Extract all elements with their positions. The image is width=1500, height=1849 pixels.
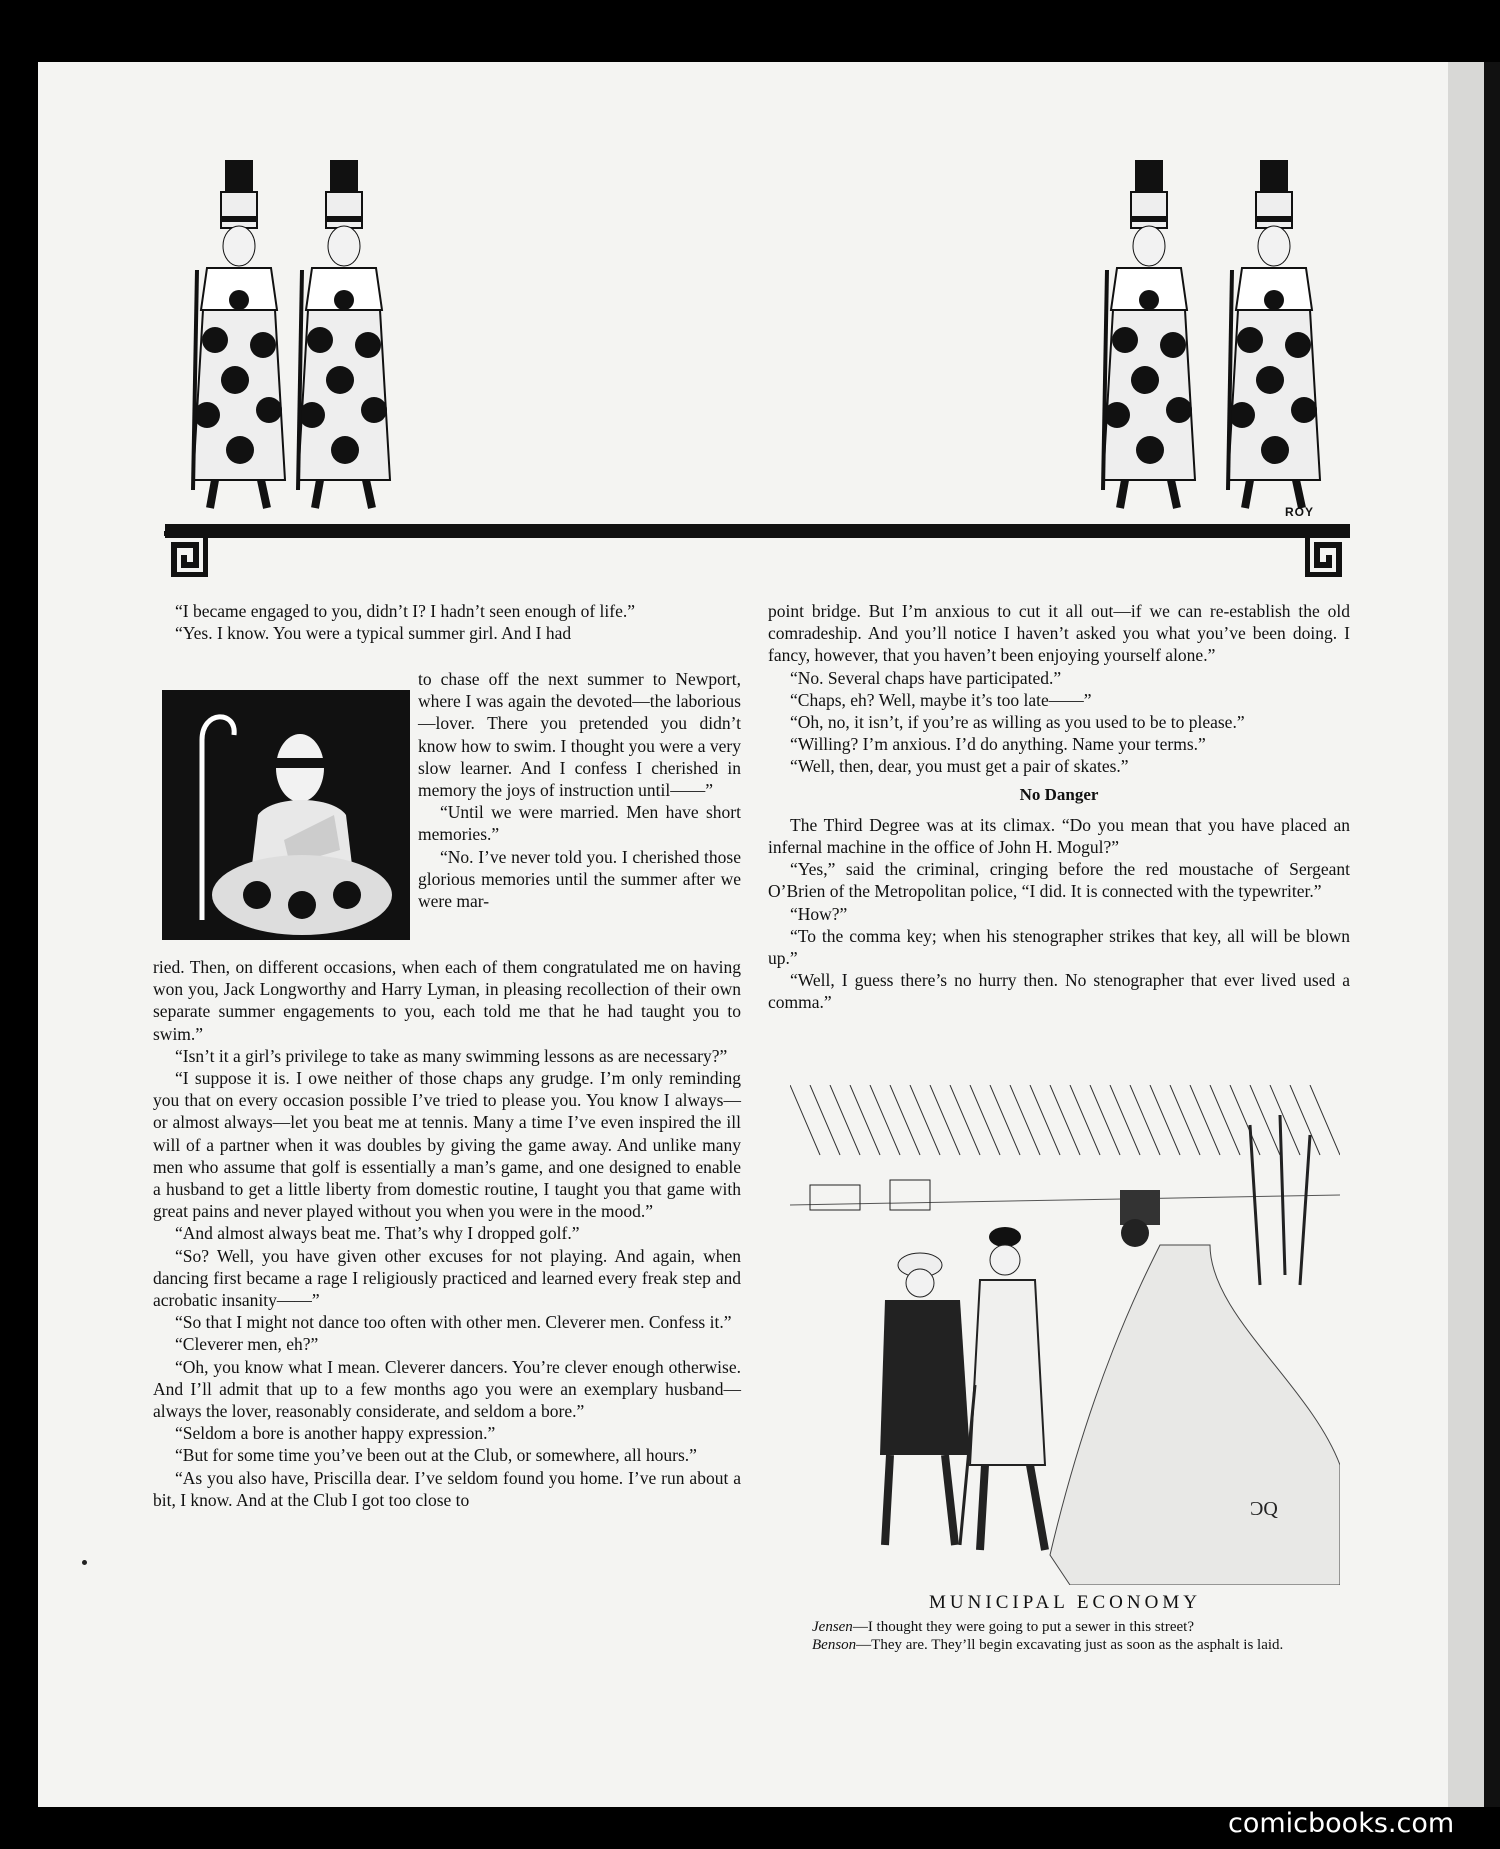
paragraph: “But for some time you’ve been out at the Club, or somewhere, all hours.” xyxy=(175,1445,697,1466)
paragraph: “Oh, no, it isn’t, if you’re as willing as you used to be to please.” xyxy=(790,712,1245,733)
paragraph: “Well, then, dear, you must get a pair of skates.” xyxy=(790,756,1129,777)
stray-mark xyxy=(82,1560,87,1565)
paragraph: “To the comma key; when his stenographer strikes that key, all will be blown up.” xyxy=(768,925,1350,969)
paragraph: point bridge. But I’m anxious to cut it all out—if we can re-establish the old comradeship. And you’ll notice I haven’t asked you what you’ve been doing. I fancy, however, that you haven’t been enjoying yourself alone.” xyxy=(768,601,1350,666)
clown-figure xyxy=(1220,160,1328,520)
paragraph: “Chaps, eh? Well, maybe it’s too late——” xyxy=(790,689,1092,710)
paragraph: “Well, I guess there’s no hurry then. No stenographer that ever lived used a comma.” xyxy=(768,970,1350,1013)
paragraph: “And almost always beat me. That’s why I dropped golf.” xyxy=(175,1223,580,1244)
meander-ornament-left xyxy=(162,531,208,577)
paragraph: to chase off the next summer to Newport, where I was again the devoted—the laborious—lover. There you pretended you didn’t know how to swim. I thought you were a very slow learner. And I confess I cherished in memory the joys of instruction until——” xyxy=(418,669,741,801)
paragraph: “So that I might not dance too often with other men. Cleverer men. Confess it.” xyxy=(175,1312,732,1333)
banner-bar xyxy=(165,524,1350,538)
meander-ornament-right xyxy=(1305,531,1351,577)
paragraph: “Isn’t it a girl’s privilege to take as many swimming lessons as are necessary?” xyxy=(175,1045,728,1066)
artist-signature: ROY xyxy=(1285,505,1315,519)
lady-with-crook-illustration xyxy=(162,690,410,940)
caption-line: —I thought they were going to put a sewer in this street? xyxy=(852,1619,1194,1635)
paragraph: “Willing? I’m anxious. I’d do anything. Name your terms.” xyxy=(790,734,1206,755)
paragraph: “Until we were married. Men have short memories.” xyxy=(418,802,741,845)
cartoonist-monogram: ƆQ xyxy=(1250,1498,1278,1520)
paragraph: “I became engaged to you, didn’t I? I hadn’t seen enough of life.” xyxy=(175,601,636,621)
cartoon-caption xyxy=(790,1618,1340,1654)
clown-figure xyxy=(1095,160,1203,520)
section-title: No Danger xyxy=(1019,784,1099,804)
paragraph: The Third Degree was at its climax. “Do you mean that you have placed an infernal machine in the office of John H. Mogul?” xyxy=(768,814,1350,858)
watermark: comicbooks.com xyxy=(1228,1808,1455,1839)
paragraph: “Cleverer men, eh?” xyxy=(175,1334,319,1355)
paragraph: “Seldom a bore is another happy expression.” xyxy=(175,1423,496,1444)
paragraph: “Yes,” said the criminal, cringing before the red moustache of Sergeant O’Brien of the Metropolitan police, “I did. It is connected with the typewriter.” xyxy=(768,859,1350,902)
clown-figure xyxy=(290,160,398,520)
paragraph: “No. Several chaps have participated.” xyxy=(790,667,1062,688)
paragraph: “Yes. I know. You were a typical summer girl. And I had xyxy=(175,623,572,644)
page-edge xyxy=(1484,62,1500,1807)
paragraph: “How?” xyxy=(790,903,848,924)
cartoon-title: MUNICIPAL ECONOMY xyxy=(929,1592,1201,1613)
paragraph: “So? Well, you have given other excuses for not playing. And again, when dancing first became a rage I religiously practiced and learned every freak step and acrobatic insanity——” xyxy=(153,1245,741,1311)
paragraph: “I suppose it is. I owe neither of those chaps any grudge. I’m only reminding you that on every occasion possible I’ve tried to please you. You know I always—or almost always—let you beat me at tennis. Many a time I’ve even inspired the ill will of a partner when it was doubles by giving the game away. And unlike many men who assume that golf is essentially a man’s game, and one designed to enable a husband to get a little liberty from domestic routine, I taught you that game with great pains and never played without you when you were in the mood.” xyxy=(153,1068,741,1222)
adjacent-page-strip xyxy=(1448,62,1484,1807)
paragraph: ried. Then, on different occasions, when each of them congratulated me on having won you, Jack Longworthy and Harry Lyman, in pleasing recollection of their own separate summer engagements to you, each told me that he had taught you to swim.” xyxy=(153,957,741,1044)
left-column-main xyxy=(153,956,741,1511)
paragraph: “Oh, you know what I mean. Cleverer dancers. You’re clever enough otherwise. And I’ll admit that up to a few months ago you were an exemplary husband—always the lover, reasonably considerate, and seldom a bore.” xyxy=(153,1356,741,1422)
municipal-economy-cartoon xyxy=(790,1085,1340,1585)
right-column-top xyxy=(768,600,1350,1014)
caption-line: —They are. They’ll begin excavating just as soon as the asphalt is laid. xyxy=(856,1637,1284,1653)
paragraph: “As you also have, Priscilla dear. I’ve seldom found you home. I’ve run about a bit, I know. And at the Club I got too close to xyxy=(153,1467,741,1510)
speaker-benson: Benson xyxy=(812,1637,857,1653)
left-column-top xyxy=(153,600,741,644)
clown-figure xyxy=(185,160,293,520)
speaker-jensen: Jensen xyxy=(812,1619,853,1635)
paragraph: “No. I’ve never told you. I cherished those glorious memories until the summer after we were mar- xyxy=(418,846,741,912)
left-column-wrapped xyxy=(418,668,741,912)
